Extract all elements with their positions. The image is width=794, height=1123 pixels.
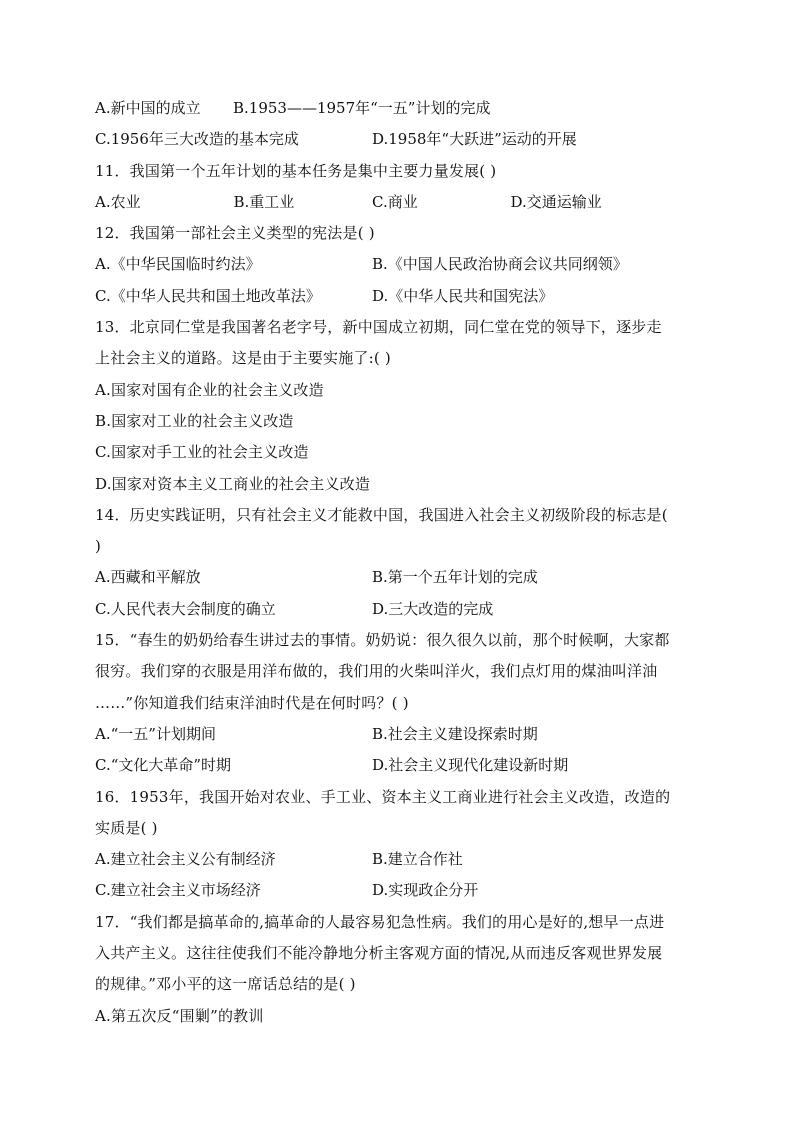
- q16-stem-line-2: 实质是( ): [95, 818, 158, 837]
- q13-option-b: B.国家对工业的社会主义改造: [95, 411, 294, 430]
- q10-option-a: A.新中国的成立: [95, 99, 201, 117]
- q16-option-a: A.建立社会主义公有制经济: [95, 850, 276, 869]
- q12-stem: 12．我国第一部社会主义类型的宪法是( ): [95, 224, 375, 243]
- q10-option-d: D.1958年“大跃进”运动的开展: [372, 130, 577, 149]
- question-list: [95, 93, 707, 1032]
- q10-options-row-2: [95, 124, 707, 155]
- q16-option-c: C.建立社会主义市场经济: [95, 881, 261, 900]
- q16-options-row-1: [95, 844, 707, 875]
- q15-stem-line-1: 15．“春生的奶奶给春生讲过去的事情。奶奶说：很久很久以前，那个时候啊，大家都: [95, 631, 670, 650]
- q11-option-a: A.农业: [95, 192, 141, 211]
- q12-options-row-1: [95, 249, 707, 280]
- q13-option-d: D.国家对资本主义工商业的社会主义改造: [95, 474, 371, 493]
- q11-options: [95, 187, 707, 218]
- q15-option-b: B.社会主义建设探索时期: [372, 724, 538, 743]
- q13-stem-line-1: 13．北京同仁堂是我国著名老字号，新中国成立初期，同仁堂在党的领导下，逐步走: [95, 318, 662, 337]
- q13-stem-line-2: 上社会主义的道路。这是由于主要实施了:( ): [95, 349, 391, 368]
- q16-option-b: B.建立合作社: [372, 850, 463, 869]
- q10-option-c: C.1956年三大改造的基本完成: [95, 130, 299, 149]
- q16-option-d: D.实现政企分开: [372, 881, 479, 900]
- q14-option-b: B.第一个五年计划的完成: [372, 568, 538, 587]
- q14-option-d: D.三大改造的完成: [372, 599, 494, 618]
- q14-stem-line-2: ): [95, 537, 102, 556]
- q14-options-row-2: [95, 594, 707, 625]
- q14-option-a: A.西藏和平解放: [95, 568, 201, 587]
- q16-stem-line-1: 16．1953年，我国开始对农业、手工业、资本主义工商业进行社会主义改造，改造的: [95, 787, 671, 806]
- q10-option-b: B.1953——1957年“一五”计划的完成: [233, 99, 491, 117]
- q13-option-a: A.国家对国有企业的社会主义改造: [95, 380, 324, 399]
- q14-option-c: C.人民代表大会制度的确立: [95, 599, 276, 618]
- q12-options-row-2: [95, 281, 707, 312]
- q15-option-a: A.“一五”计划期间: [95, 724, 216, 743]
- q11-option-b: B.重工业: [233, 192, 295, 211]
- q15-options-row-2: [95, 750, 707, 781]
- q12-option-a: A.《中华民国临时约法》: [95, 255, 261, 274]
- q15-option-c: C.“文化大革命”时期: [95, 756, 232, 775]
- q10-options-row-1: [95, 93, 707, 124]
- q12-option-d: D.《中华人民共和国宪法》: [372, 286, 554, 305]
- q14-options-row-1: [95, 562, 707, 593]
- q17-stem-line-2: 入共产主义。这往往使我们不能冷静地分析主客观方面的情况,从而违反客观世界发展: [95, 944, 663, 963]
- q12-option-b: B.《中国人民政治协商会议共同纲领》: [372, 255, 628, 274]
- q13-option-c: C.国家对手工业的社会主义改造: [95, 443, 309, 462]
- q14-stem-line-1: 14．历史实践证明，只有社会主义才能救中国，我国进入社会主义初级阶段的标志是(: [95, 505, 668, 524]
- q11-stem: 11．我国第一个五年计划的基本任务是集中主要力量发展( ): [95, 161, 497, 180]
- q16-options-row-2: [95, 875, 707, 906]
- q15-stem-line-2: 很穷。我们穿的衣服是用洋布做的，我们用的火柴叫洋火，我们点灯用的煤油叫洋油: [95, 662, 658, 681]
- q15-stem-line-3: ……”你知道我们结束洋油时代是在何时吗？( ): [95, 693, 409, 712]
- q12-option-c: C.《中华人民共和国土地改革法》: [95, 286, 321, 305]
- q11-option-c: C.商业: [372, 192, 418, 211]
- q15-option-d: D.社会主义现代化建设新时期: [372, 756, 569, 775]
- q17-stem-line-1: 17．“我们都是搞革命的,搞革命的人最容易犯急性病。我们的用心是好的,想早一点进: [95, 912, 665, 931]
- q11-option-d: D.交通运输业: [510, 192, 602, 211]
- q17-stem-line-3: 的规律。”邓小平的这一席话总结的是( ): [95, 975, 356, 994]
- q15-options-row-1: [95, 719, 707, 750]
- q17-option-a: A.第五次反“围剿”的教训: [95, 1006, 264, 1025]
